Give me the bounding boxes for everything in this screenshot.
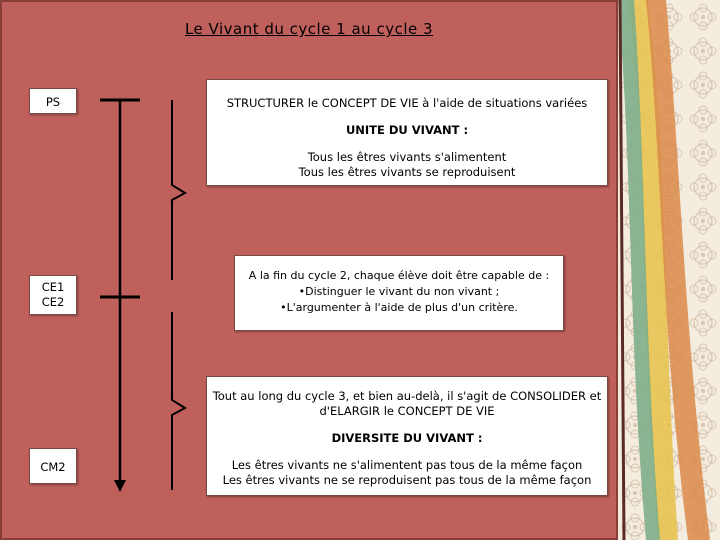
box-cycle3-line3: Les êtres vivants ne s'alimentent pas tous de la même façon bbox=[231, 458, 583, 472]
box-cycle3-line4: Les êtres vivants ne se reproduisent pas tous de la même façon bbox=[222, 473, 592, 487]
box-structurer-line3: Tous les êtres vivants se reproduisent bbox=[298, 165, 516, 179]
box-structurer-line1: STRUCTURER le CONCEPT DE VIE à l'aide de situations variées bbox=[226, 96, 588, 110]
box-cycle3-line2: d'ELARGIR le CONCEPT DE VIE bbox=[319, 404, 495, 418]
brace-ce-cm2 bbox=[172, 312, 185, 490]
page-title: Le Vivant du cycle 1 au cycle 3 bbox=[184, 20, 434, 38]
decorative-pattern bbox=[618, 0, 720, 540]
box-structurer-line2: Tous les êtres vivants s'alimentent bbox=[307, 150, 507, 164]
box-cycle3-heading: DIVERSITE DU VIVANT : bbox=[331, 431, 483, 445]
box-cycle3-line1: Tout au long du cycle 3, et bien au-delà, il s'agit de CONSOLIDER et bbox=[212, 389, 602, 403]
box-structurer-heading: UNITE DU VIVANT : bbox=[345, 123, 469, 137]
level-ce1-label: CE1 bbox=[41, 280, 65, 294]
box-cycle2-line2: •Distinguer le vivant du non vivant ; bbox=[298, 285, 500, 298]
level-ce2-label: CE2 bbox=[41, 295, 65, 309]
box-cycle2-line1: A la fin du cycle 2, chaque élève doit être capable de : bbox=[248, 269, 550, 282]
level-ps-label: PS bbox=[45, 95, 61, 109]
brace-ps-ce bbox=[172, 100, 185, 280]
box-cycle2-line3: •L'argumenter à l'aide de plus d'un critère. bbox=[280, 301, 518, 314]
timeline-arrow-head bbox=[114, 480, 126, 492]
level-cm2-label: CM2 bbox=[40, 460, 66, 474]
